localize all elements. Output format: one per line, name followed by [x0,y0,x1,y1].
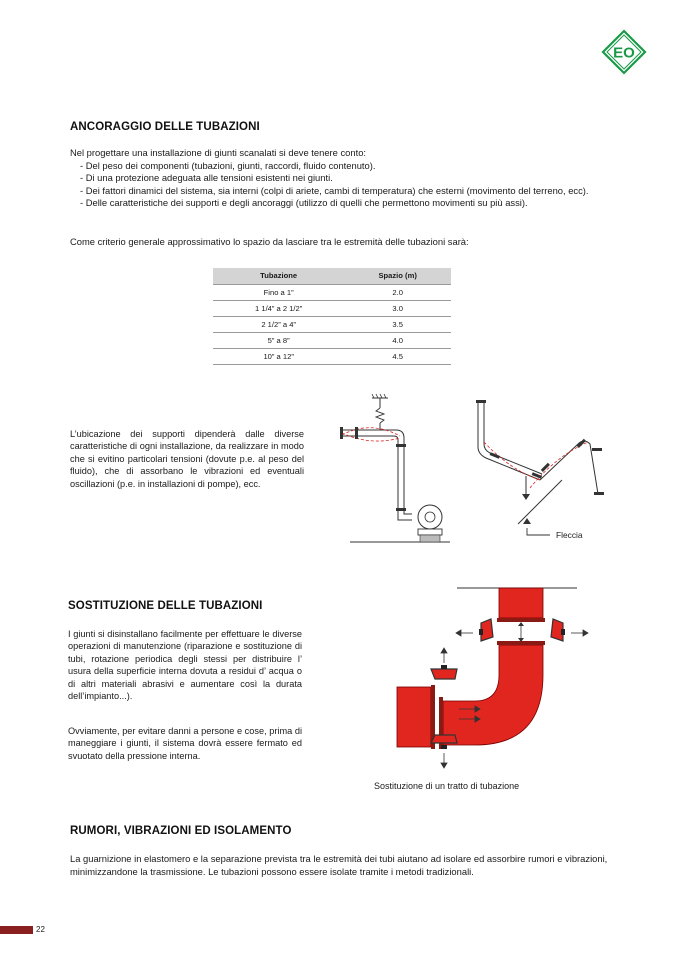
supports-text: L’ubicazione dei supporti dipenderà dalle diverse caratteristiche di ogni installazione, da realizzare in modo che si evitino particolari tensioni (dovute p.e. al peso del fluido), che di assorbano le vibrazioni ed eventuali oscillazioni (p.e. in installazioni di pompe), ecc. [70,429,304,489]
section1-bullet: - Del peso dei componenti (tubazioni, giunti, raccordi, fluido contenuto). [80,159,376,171]
section1-criterion: Come criterio generale approssimativo lo spazio da lasciare tra le estremità delle tubazioni sarà: [70,236,469,247]
eo-logo [602,30,646,74]
page-number-bar [0,926,33,934]
table-cell: 4.0 [344,332,451,348]
table-row [213,300,451,316]
table-cell: 1 1/4” a 2 1/2” [213,300,344,316]
table-header-cell: Spazio (m) [344,268,451,284]
table-cell: 2 1/2” a 4” [213,316,344,332]
section1-bullet: - Dei fattori dinamici del sistema, sia interni (colpi di ariete, cambi di temperatura) che esterni (movimento del terreno, ecc). [80,184,589,196]
logo-text: EO [613,44,635,62]
section1-intro: Nel progettare una installazione di giunti scanalati si deve tenere conto: [70,147,367,158]
section1-bullet: - Delle caratteristiche dei supporti e degli ancoraggi (utilizzo di quelli che permettono movimenti su più assi). [80,197,528,209]
section2-para1: I giunti si disinstallano facilmente per effettuare le diverse operazioni di manutenzione (riparazione e sostituzione di tubi, rotazione periodica degli stessi per distribuire l’ usura della superficie interna dovuta a residui d’ acqua o di altri materiali abrasivi e aumentare così la durata dell’impianto...). [68,629,302,702]
section-title-sostituzione: SOSTITUZIONE DELLE TUBAZIONI [68,600,263,612]
table-row [213,348,451,364]
section2-para2: Ovviamente, per evitare danni a persone e cose, prima di maneggiare i giunti, il sistema dovrà essere fermato ed svuotato della pressione interna. [68,726,302,761]
page-number: 22 [36,925,45,934]
table-cell: 2.0 [344,284,451,300]
section-title-ancoraggio: ANCORAGGIO DELLE TUBAZIONI [70,121,260,133]
table-cell: 5” a 8” [213,332,344,348]
table-cell: Fino a 1” [213,284,344,300]
arrow-label: Fleccia [556,530,583,540]
table-header-row [213,268,451,284]
table-header-cell: Tubazione [213,268,344,284]
table-row [213,316,451,332]
table-row [213,332,451,348]
arrow-support-diagram [470,392,610,532]
table-cell: 10” a 12” [213,348,344,364]
table-row [213,284,451,300]
spacing-table [213,268,451,365]
table-cell: 3.5 [344,316,451,332]
pipe-replacement-diagram [395,585,595,775]
pipe-diagram-caption: Sostituzione di un tratto di tubazione [374,781,520,791]
section1-bullet: - Di una protezione adeguata alle tensioni esistenti nei giunti. [80,172,333,184]
section3-text: La guarnizione in elastomero e la separazione prevista tra le estremità dei tubi aiutano ad isolare ed assorbire rumori e vibrazioni, minimizzandone la trasmissione. Le tubazioni possono essere isolate tramite i metodi tradizionali. [70,853,608,877]
section-title-rumori: RUMORI, VIBRAZIONI ED ISOLAMENTO [70,825,292,837]
table-cell: 3.0 [344,300,451,316]
section1-body [70,147,610,210]
table-cell: 4.5 [344,348,451,364]
pump-support-diagram [330,390,460,550]
